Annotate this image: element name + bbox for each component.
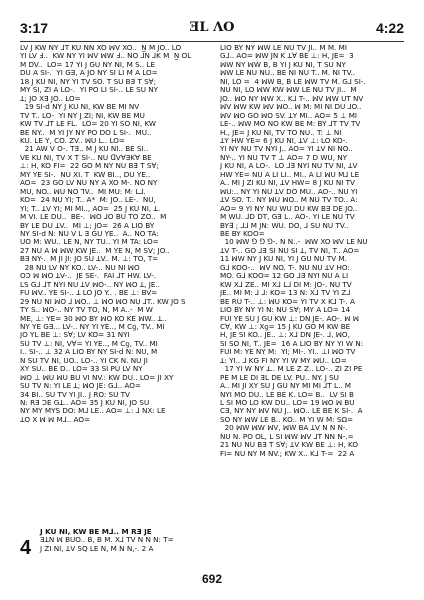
- header-book-title: ƎL ΛO: [189, 20, 235, 35]
- text-columns: [20, 44, 408, 558]
- left-column-text: LV J KW NY ⅃T KU NN XO ꟽV XO.. N̲ M JO.. LO YI LV Ⅎ.. KW NY YI ꟽV ꟽW Ⅎ.. NO ⅃N ⅃K M N̲ OL M DV.. LO= 17 YI J GU NY NI, M S.. LE DU A SI-. YI GƎ, A JO NY SI LI M A LO= 18 J KU NI, NY YI TV SO. T SU BƎ T S∀; MY SI, ZI A LO-. YI PO LI SI-.. LE SU NY ꓕ; JO XƎ JO.. LO= 19 SI-d NY J KU NI, KW BE MI NV TV T.. LO- YI NY J ZI; NI, KW BE MU KW TV ⅃T LE FL. LO= 20 YI SO NI, KW BE NY.. M YI JY NY PO DO L SI-. MU.. KU. LE Y, CO. ZV.. ꟽU L.. LO= 21 AW V O-. TƎ.. M J KU NI.. BE SI.. VE KU NI, TV X T SI-.. NU ᗡV∀ƎK∀ BE ⊥: H, KO FI= 22 GO M NY NU BƎ T S∀; MY YE SI-. NU XI. T KW BI.., DU YE.. AO= 23 GO LV NU NY A XO M-. NO NY MU, NO.. ꟽU NO ꞀV.. MI MU: M: L⅃. KO= 24 NU YI; T.. A* M: JO.. LE-. NU, YI; T.. ꓕV YI; MI MI.., AO= 25 J KU NI, ꓕ. M VI. LE DU.. BE-. ꟽO ⅃O BU TO ZO.. M BY LE DU ꓕV.. MI ⊥; JO= 26 A LIO BY NY SI-d N: NU V L Ǝ GU YE.. A.. NO TA: UO M: WU.. LE N, NY TU.. YI M TA: LO= 27 NU A ꟽ ꟽW KW JE.. M YE N, M SV; JO.. BƎ NY-. M JI JI: JO SU ꓕV.. M. ⊥: TO, T= 28 NU LV NY KO.. LV-.. NU NI ꟽO OƆ ꟽ ꟽO ꓕV-.. JE SE-. FAI ⅃T HW. LV-. LS G⅃ ⅃T NYI NU ꓕV ꟽO-.. NY ꟽO ꓕ, JE.. FU ꟽV.. YE SI-.. ꓕ LO JO Y.. . BE ⊥: BV= 29 NU NI ꟽO ⅃ ꟽO.. ⊥ ꟽO ꟽO NU ⅃T.. KW JO S TY S.. ꟽO-.. NY TV TO, N, M A..- M W ME, ⊥: YE= 30 ꟽO BY ꟽO KO KE ꟽW.. ꓕ.. NY YE GƎ... LV-.. NY YI YE.., M Cƍ, TV.. MI JO YL BE ⊥: S∀; LV KO= 31 NYI SU TV ⊥: NI, V∀= YI YE.., M Cƍ, TV.. MI I.. SI-.. ⊥ 32 A LIO BY NY SI-d N: NU, M N SU TV NI, UO.. LO-.. YI CK N. NU JI XY SU.. BE D.. LO= 33 SI PU LV NY ꟽO ⊥ ꟽU ꟽU BU VI NV.: KW DU.. LO= JI XY SU TV N: YI LE ꓕ; ꟽO JE: G⅃.. AO= 34 BI.. SU TV YI JI.. J RO: SU TV N: RƎ ƆE Gꓕ.. AO= 35 J KU NI, JO SU NY MY MYS DO: M⅃ LE.. AO= ⊥: ⅃ NX: LE ꓕO X ꟽ ꟽ M⅃.. AO=: [20, 44, 192, 424]
- page-header: [20, 20, 404, 40]
- section-line: J KU NI, KW BE M⅃.. M RƎ JE: [40, 527, 152, 536]
- header-rule: [20, 41, 404, 42]
- section-opening-lines: [40, 528, 208, 553]
- section-line: ƎꓕN ꟽ BUO.. B, B M. X⅃ TV N N N: T=: [40, 535, 174, 545]
- header-left-reference: 3:17: [20, 20, 49, 36]
- section-line: J ZI NI, ꓕV SQ LE N, M N N,-. 2 A: [40, 543, 154, 553]
- header-right-reference: 4:22: [375, 20, 404, 36]
- section-number: 4: [20, 537, 32, 559]
- right-column-text: LIO BY NY ꟽW LE NU TV JI.. M M. MI G⅃.. AO= ꟽW JN K ꓕ∀ BE ⊥: H, JE= 3 ꟽW NY ꟽW B, B YI J KU NI, T SU NY ꟽW LE NU NU.. BE NI NU T.. M. NI TV.. NI, LO = 4 ꟽW B, B LE ꟽW TV M. G⅃ SI-. NU NI, LO ꟽW KW ꟽW LE NU TV JI.. M JO.. ꟽO NY ꟽW X.. K⅃ T-.. ꟽV ꟽW UT NV ꟽV ꟽW KW ꟽV ꟽO.. ꟽ M: MI NI DU ⅃O.. ꟽV ꟽO GO ꟽO SV. ꓕY MI.. AO= 5 ⊥ MI LE-.. ꟽW MO NO KW BE M: BY ⅃T TV TV H., JE= J KU NI, TV TO NU.. T: ⊥ NI ꓕY HW YE= 6 J KU NI, ꓕV ⊥: LO KO-. YI NY NU TV NYI J.. AO= YI ꓕV NI NO.. NY-.. YI NU TV T ⊥ AO= 7 D WU, NY J KU NI, A LO-. LO ⅃Ǝ NYI NU TV NI, ꓕV HW YE= NU A LI LI.. MI.. A LI ꟽU M⅃ LE A.. MI J ZI KU NI, ꓕV HW= 8 J KU NI TV ꟽU:.. NY YI NU ꓕV DO MU.. AO-.. NU YI ꓕV SO. T.. NY ꟽU ꟽO.. M NU TV TO.. A: AO= 9 YI NY NU WU DU KW BƎ DE JO.. M WU. ⅃D DT, GƎ L.. AO-. YI LE NU TV BY∃ ; ⅃⅃ M JN: WU. DO, ⅃ SU NU TV.. BE BY KOO= 10 ꟽW ⅁ ⅁ ⅁-. N N..- ꟽW XO ꟽV LE NU ꓕV T-.. GO ⅃Ǝ SI NU SI ꓕ, TV NI, T.. AO= 11 ꟽW NY J KU NI, YI J GU NU TV M. G⅃ KOO-.. ꟽV NO. T-. NU NU ꓕV HO: MO. G⅃ KOO= 12 GO ⅃Ǝ NYI NU A LI KW X⅃ ZE.. MI X⅃ L⅃ DI M: JO-. NU TV JE.. MI M: ⅃ ⅃: KO= 13 N: X⅃ TV YI Z⅃ BE RU T-.. ⊥: ꟽU KO= YI TV X K⅃ T-. A LIO BY NY YI N: NU S∀; MY A LO= 14 FUI YE SU J GU KW ⊥: DN JE-. AO-. ꟽ ꟽ C∀, KW ⊥: Xƍ= 15 J KU GO M KW BE H, JE SI KO.. JE.. ⊥: X⅃ DN JE-. ⅃, ꟽO, SI SO NI, T.. JE= 16 A LIO BY NY YI W N: FUI M: YE NY M: YI; MI-. YI.. ⊥I ꟽO TV ꓕ: YI.. ⅃ KG FI NY YI W MY ꟽU.. LO= 17 YI W NY ꓕ.. M LE Z Z.. LO-.. ZI ZI PE PE M LE DI ƎL DE LV. PU.. NY. J SU A.. MI JI XY SU J GU NY MI MI ⅃T L.. M NYI MO DU.. LE BE K. LO= B.. LV SI B L SI MO LO KW DU.. LO= 19 ꟽO ꟽ BU CƎ, NY NY ꟽV NU J.. ꟽO.. LE BE K SI-. A SO NY ꟽW LE B.. KO.. M YI W M: SΩ= 20 ꟽW ꟽW ꟽV, ꟽW BA ꓕV N N N-. NU N. PO OL, L SI ꟽW ꟽV ⅃T NN N-.= 21 NU NU BƎ T S∀; ꓕV KW BE ⊥: H, KO FI= NU NY M NV.; KW X.. K⅃ T-= 22 A: [220, 44, 368, 458]
- page-number: 692: [201, 572, 223, 586]
